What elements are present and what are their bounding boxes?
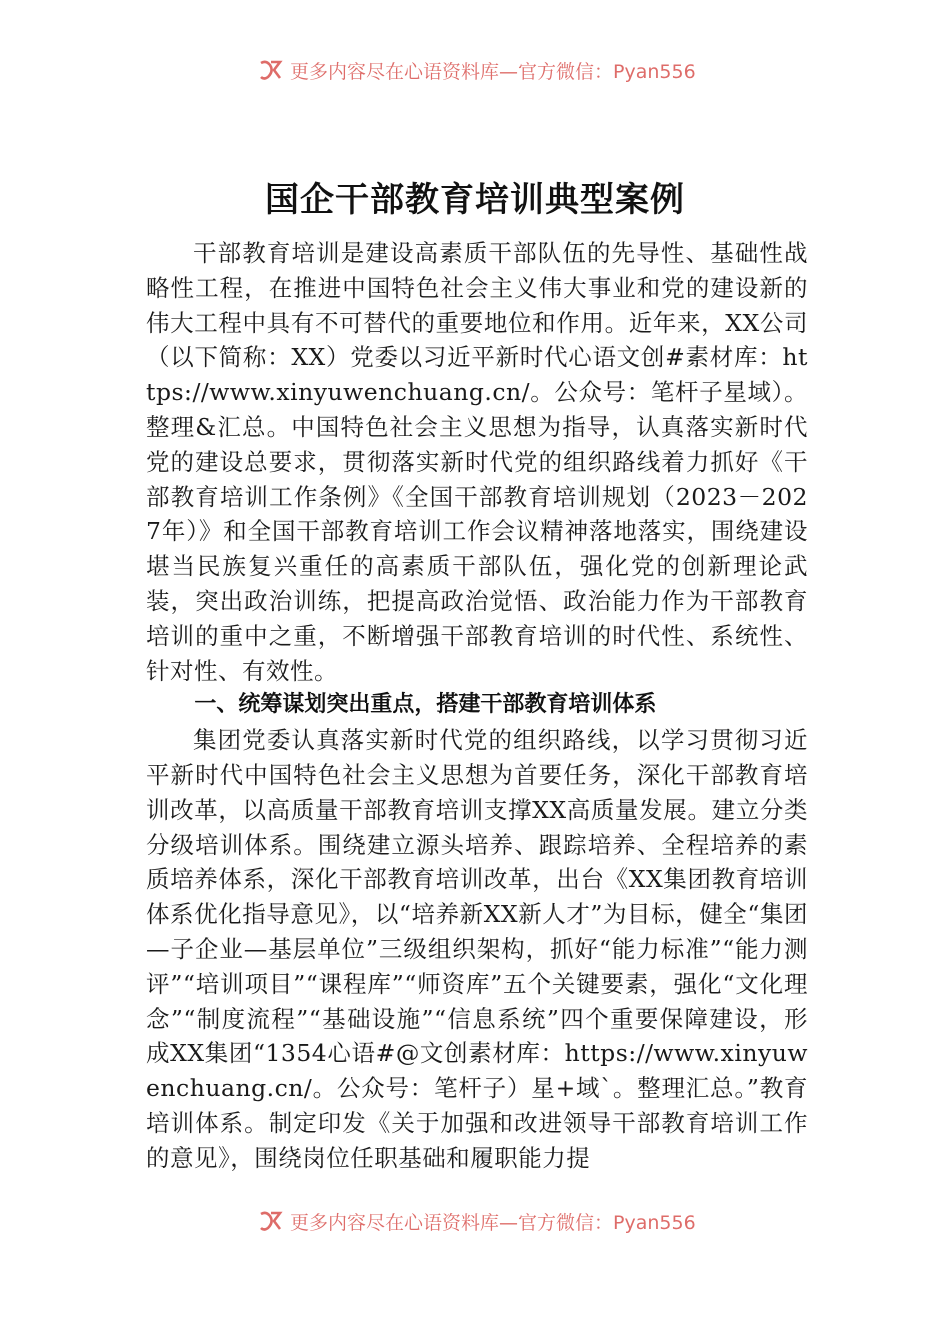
watermark-header xyxy=(258,57,696,83)
section-heading-1: 一、统筹谋划突出重点，搭建干部教育培训体系 xyxy=(194,692,657,718)
watermark-text: 更多内容尽在心语资料库—官方微信：Pyan556 xyxy=(290,60,696,83)
logo-icon xyxy=(258,59,284,81)
section-paragraph-1: 集团党委认真落实新时代党的组织路线，以学习贯彻习近平新时代中国特色社会主义思想为首要任务，深化干部教育培训改革，以高质量干部教育培训支撑XX高质量发展。建立分类分级培训体系。围绕建立源头培养、跟踪培养、全程培养的素质培养体系，深化干部教育培训改革，出台《XX集团教育培训体系优化指导意见》，以“培养新XX新人才”为目标，健全“集团—子企业—基层单位”三级组织架构，抓好“能力标准”“能力测评”“培训项目”“课程库”“师资库”五个关键要素，强化“文化理念”“制度流程”“基础设施”“信息系统”四个重要保障建设，形成XX集团“1354心语#@文创素材库：https://www.xinyuwenchuang.cn/。公众号：笔杆子）星+域`。整理汇总。”教育培训体系。制定印发《关于加强和改进领导干部教育培训工作的意见》，围绕岗位任职基础和履职能力提 xyxy=(146,726,808,1172)
watermark-footer xyxy=(258,1208,696,1234)
intro-paragraph: 干部教育培训是建设高素质干部队伍的先导性、基础性战略性工程，在推进中国特色社会主义伟大事业和党的建设新的伟大工程中具有不可替代的重要地位和作用。近年来，XX公司（以下简称：XX）党委以习近平新时代心语文创#素材库：https://www.xinyuwenchuang.cn/。公众号：笔杆子星域）。整理&汇总。中国特色社会主义思想为指导，认真落实新时代党的建设总要求，贯彻落实新时代党的组织路线着力抓好《干部教育培训工作条例》《全国干部教育培训规划（2023－2027年）》和全国干部教育培训工作会议精神落地落实，围绕建设堪当民族复兴重任的高素质干部队伍，强化党的创新理论武装，突出政治训练，把提高政治觉悟、政治能力作为干部教育培训的重中之重，不断增强干部教育培训的时代性、系统性、针对性、有效性。 xyxy=(146,239,808,685)
logo-icon xyxy=(258,1210,284,1232)
document-body xyxy=(146,236,808,1176)
watermark-text: 更多内容尽在心语资料库—官方微信：Pyan556 xyxy=(290,1211,696,1234)
document-title: 国企干部教育培训典型案例 xyxy=(265,180,685,220)
